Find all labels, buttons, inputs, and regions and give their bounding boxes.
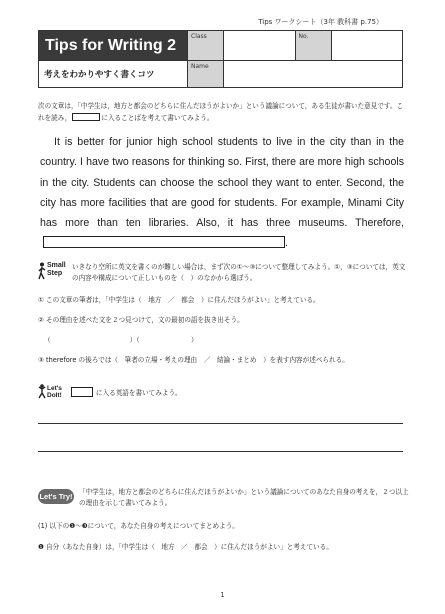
jumping-figure-icon [38,384,46,399]
passage-end: . [285,237,288,250]
essay-passage [40,132,404,254]
question-2: ② その理由を述べた文を２つ見つけて，文の最初の語を抜き出そう。 [38,316,244,324]
question-5: ❶ 自分（あなた自身）は，「中学生は（ 地方 ／ 都会 ）に住んだほうがよい」と考えている。 [38,543,333,551]
name-label: Name [187,60,223,87]
page-number: 1 [220,591,225,599]
name-field[interactable] [223,60,402,87]
lets-doit-section [38,384,182,399]
question-1: ① この文章の筆者は，「中学生は（ 地方 ／ 都会 ）に住んだほうがよい」と考えている。 [38,296,320,304]
step-label: Step [47,270,63,277]
lets-label: Let's [47,384,62,392]
worksheet-subtitle: 考えをわかりやすく書くコツ [39,60,187,87]
blank-box-icon [71,387,93,397]
lets-doit-text: に入る英語を書いてみよう。 [95,388,182,397]
small-step-text: いきなり空所に英文を書くのが難しい場合は，まず次の①〜③について整理してみよう。①，③については，英文の内容や構成について正しいものを（ ）のなかから選ぼう。 [72,263,406,282]
lets-doit-icon [38,384,62,399]
student-info-grid [187,31,402,87]
class-label: Class [187,31,223,60]
question-3: ③ therefore の後ろでは（ 筆者の立場・考えの理由 ／ 結論・まとめ ）を表す内容が述べられる。 [38,356,349,364]
title-block [39,31,187,87]
question-4: (1) 以下の❶〜❸について，あなた自身の考えについてまとめよう。 [38,522,239,530]
small-label: Small [47,262,66,269]
no-label: No. [295,31,331,60]
climbing-figure-icon [38,262,46,280]
doit-label: DoIt! [47,391,62,399]
reference-text: Tips ワークシート（3年 教科書 p.75） [258,18,383,26]
answer-paren-1[interactable]: （ ）（ [44,336,140,344]
writing-line-2[interactable] [38,451,403,452]
worksheet-title: Tips for Writing 2 [39,31,187,60]
lets-try-badge: Let's Try! [38,489,74,504]
answer-paren-2[interactable]: ） [191,336,198,344]
answer-blank[interactable] [43,236,285,248]
small-step-icon [38,262,72,284]
intro-text-2: に入ることばを考えて書いてみよう。 [101,114,214,122]
writing-line-1[interactable] [38,423,403,424]
intro-instructions [38,100,408,124]
small-step-section [38,262,408,284]
question-2-answer-parens [38,334,338,344]
no-field[interactable] [331,31,403,60]
lets-try-section [38,487,410,509]
intro-text-1: 次の文章は，「中学生は，地方と都会のどちらに住んだほうがよいか」という議論について，ある生徒が書いた意見です。これを読み， [38,102,404,122]
lets-try-text: 「中学生は，地方と都会のどちらに住んだほうがよいか」という議論についてのあなた自身の考えを，２つ以上の理由を示して書いてみよう。 [79,488,409,507]
class-field[interactable] [223,31,295,60]
blank-box-icon [72,113,100,121]
passage-text: It is better for junior high school students to live in the city than in the country. I have two reasons for thinking so. First, there are more high schools in the city. Students can choose the school they want to enter. Second, the city has more facilities that are good for students. For example, Minami City has more than ten libraries. Also, it has three museums. Therefore, [40,136,404,230]
worksheet-header [38,30,403,88]
